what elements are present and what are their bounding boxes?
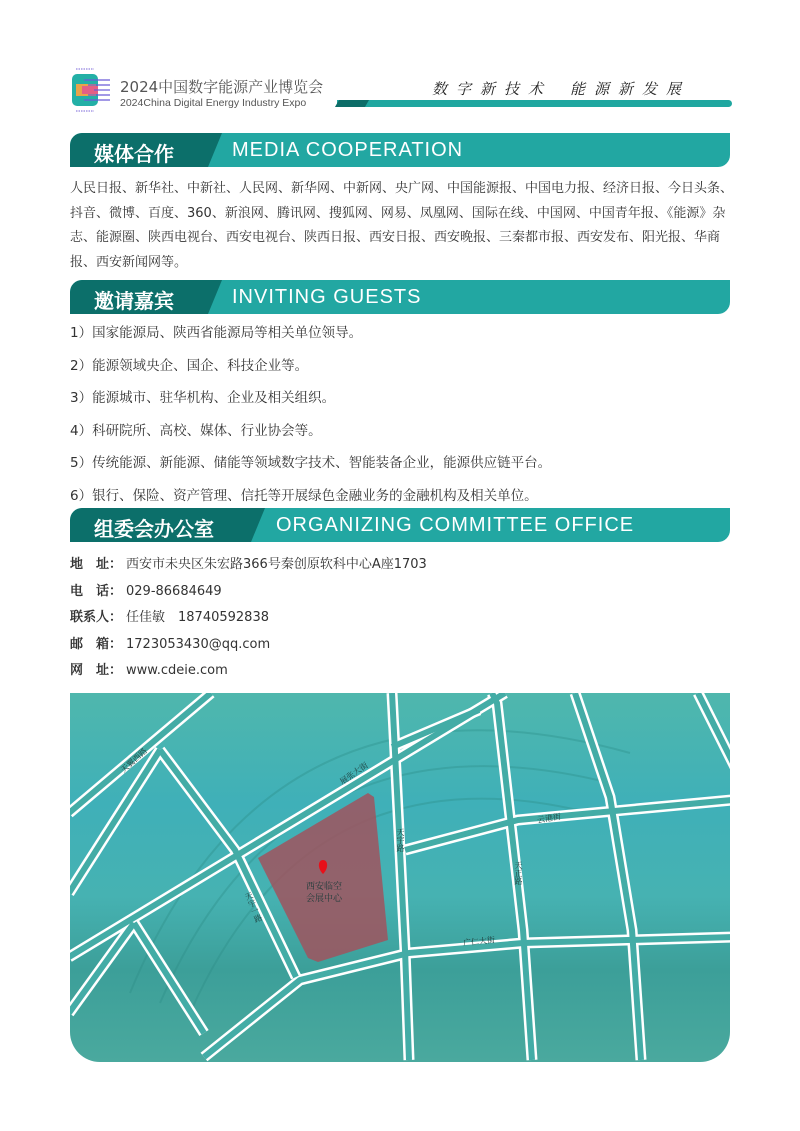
road-label: 展张大街 [338,760,370,787]
label: 联系人： [70,610,123,625]
guest-list [70,320,551,515]
section-title-en: ORGANIZING COMMITTEE OFFICE [276,514,635,536]
list-item: 4）科研院所、高校、媒体、行业协会等。 [70,422,322,439]
road-label: 天宇一路 [243,890,264,924]
label: 地 址： [70,557,123,572]
section-header-guests [70,280,730,314]
section-header-office [70,508,730,542]
section-title-cn: 媒体合作 [94,142,174,166]
list-item: 1）国家能源局、陕西省能源局等相关单位领导。 [70,325,363,341]
value: 029-86684649 [126,583,222,599]
value[interactable]: www.cdeie.com [126,663,228,678]
contact-info [70,554,427,687]
road-label: 云港街 [536,811,562,826]
section-title-en: INVITING GUESTS [232,286,422,308]
header-bar [337,100,732,107]
list-item: 6）银行、保险、资产管理、信托等开展绿色金融业务的金融机构及相关单位。 [70,487,538,504]
road-label: 天宇路 [396,828,405,852]
contact-phone [70,581,427,608]
road-label: 天正路 [514,861,523,885]
value: 任佳敏 18740592838 [126,610,269,625]
contact-address [70,554,427,581]
value: 西安市未央区朱宏路366号秦创原软科中心A座1703 [126,557,427,572]
slogan [432,78,708,99]
media-list-text: 人民日报、新华社、中新社、人民网、新华网、中新网、央广网、中国能源报、中国电力报、经济日报、今日头条、抖音、微博、百度、360、新浪网、腾讯网、搜狐网、网易、凤凰网、国际在线、中国网、中国青年报、《能源》杂志、能源圈、陕西电视台、西安电视台、陕西日报、西安日报、西安晚报、三秦都市报、西安发布、阳光报、华商报、西安新闻网等。 [70,181,734,270]
label: 网 址： [70,663,123,678]
venue-label: 西安临空 会展中心 [306,882,343,904]
contact-email [70,634,427,661]
slogan-1: 数字新技术 [432,80,553,98]
expo-logo [70,66,112,114]
label: 邮 箱： [70,636,123,652]
venue-map [70,693,730,1062]
contact-person [70,607,427,634]
section-header-media [70,133,730,167]
road-label: 天翼西路 [119,746,149,775]
list-item: 2）能源领域央企、国企、科技企业等。 [70,357,309,374]
section-title-cn: 邀请嘉宾 [94,289,174,313]
slogan-2: 能源新发展 [570,80,691,98]
contact-website [70,660,427,687]
road-label: 广仁大街 [462,935,496,948]
expo-title-cn: 2024中国数字能源产业博览会 [120,78,324,96]
expo-title-en: 2024China Digital Energy Industry Expo [120,97,307,109]
label: 电 话： [70,583,123,599]
list-item: 5）传统能源、新能源、储能等领域数字技术、智能装备企业，能源供应链平台。 [70,455,552,471]
section-title-en: MEDIA COOPERATION [232,139,464,161]
list-item: 3）能源城市、驻华机构、企业及相关组织。 [70,390,336,406]
value[interactable]: 1723053430@qq.com [126,636,271,652]
section-title-cn: 组委会办公室 [94,517,214,541]
